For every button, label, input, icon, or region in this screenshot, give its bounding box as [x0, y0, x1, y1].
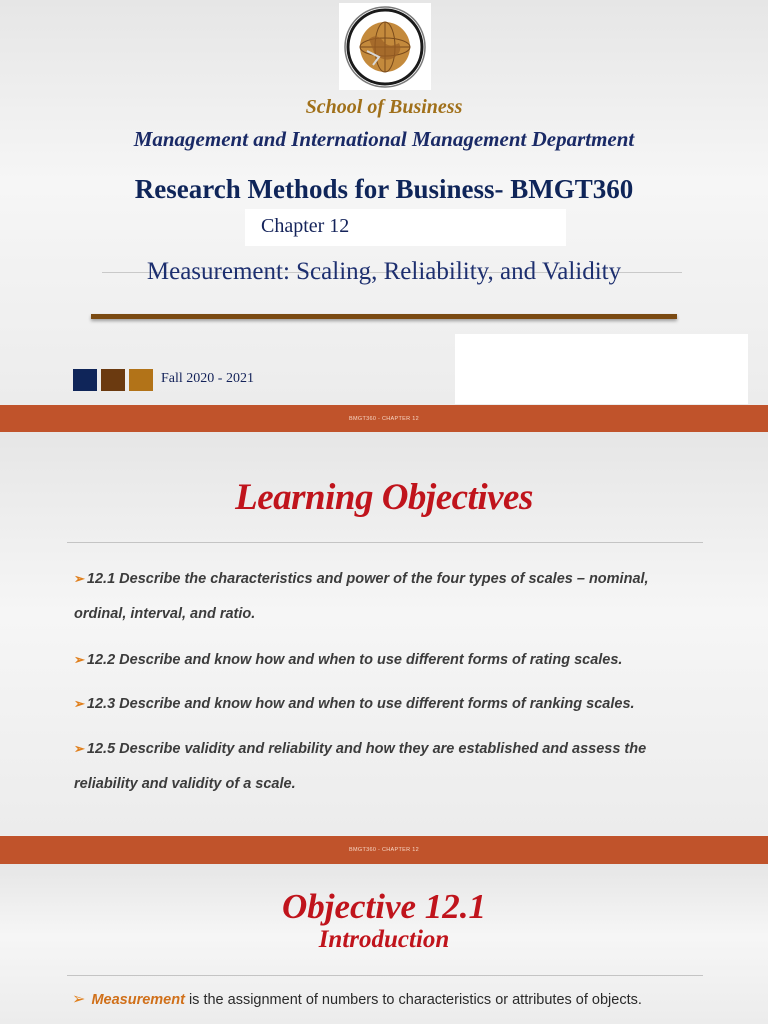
footer-text: BMGT360 - CHAPTER 12	[349, 847, 419, 853]
gold-square	[129, 369, 153, 391]
objective-text: 12.1 Describe the characteristics and power of the four types of scales – nominal,	[86, 571, 649, 587]
slide-footer	[0, 405, 768, 433]
chapter-label: Chapter 12	[261, 215, 350, 237]
navy-square	[73, 369, 97, 391]
course-title: Research Methods for Business- BMGT360	[134, 174, 634, 204]
school-logo	[339, 3, 431, 90]
learning-objectives-slide	[0, 432, 768, 835]
school-name: School of Business	[305, 96, 463, 118]
keyword: Measurement	[91, 992, 185, 1008]
title-divider	[67, 975, 703, 976]
objective-text: 12.3 Describe and know how and when to use different forms of ranking scales.	[86, 696, 635, 712]
chapter-subtitle: Measurement: Scaling, Reliability, and Validity	[146, 258, 622, 285]
title-divider	[67, 542, 703, 543]
arrow-bullet-icon: ➢	[74, 741, 85, 756]
objective-text: reliability and validity of a scale.	[74, 776, 296, 792]
chapter-subtitle-wrap	[0, 258, 768, 286]
arrow-bullet-icon: ➢	[74, 696, 85, 711]
bullet-text: is the assignment of numbers to characteristics or attributes of objects.	[184, 992, 642, 1008]
objective-item	[74, 731, 714, 802]
globe-logo-icon	[339, 3, 431, 90]
objective-slide	[0, 864, 768, 1024]
bullet-item	[72, 989, 732, 1009]
slide-subtitle: Introduction	[318, 926, 450, 953]
arrow-bullet-icon: ➢	[74, 571, 85, 586]
objective-item	[74, 561, 714, 632]
slide-footer	[0, 836, 768, 864]
arrow-bullet-icon: ➢	[74, 652, 85, 667]
title-rule	[91, 314, 677, 319]
objective-item	[74, 642, 714, 678]
title-slide	[0, 0, 768, 405]
blank-white-box	[455, 334, 748, 404]
department-name: Management and International Management Department	[133, 127, 635, 151]
footer-text: BMGT360 - CHAPTER 12	[349, 416, 419, 422]
brown-square	[101, 369, 125, 391]
objective-text: 12.5 Describe validity and reliability and how they are established and assess the	[86, 741, 647, 757]
objective-text: 12.2 Describe and know how and when to use different forms of rating scales.	[86, 652, 623, 668]
term-label: Fall 2020 - 2021	[161, 371, 254, 386]
arrow-bullet-icon: ➢	[72, 991, 86, 1008]
slide-title: Learning Objectives	[235, 477, 533, 518]
objective-item	[74, 686, 714, 722]
slide-title: Objective 12.1	[281, 887, 487, 926]
objective-text: ordinal, interval, and ratio.	[74, 606, 256, 622]
